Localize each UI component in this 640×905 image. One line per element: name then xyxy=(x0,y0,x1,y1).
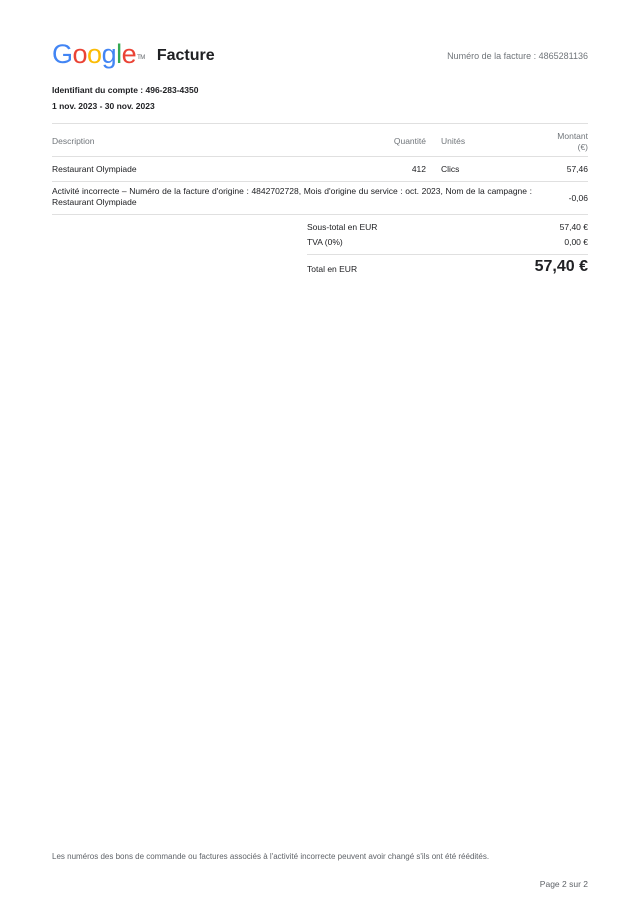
invoice-table xyxy=(52,123,588,215)
tax-value: 0,00 € xyxy=(564,237,588,247)
subtotal-line xyxy=(307,220,588,235)
logo-letter: o xyxy=(72,39,88,69)
tax-line xyxy=(307,235,588,250)
subtotal-value: 57,40 € xyxy=(559,222,588,232)
total-line xyxy=(307,254,588,283)
logo-letter: l xyxy=(116,39,122,69)
row-units: Clics xyxy=(441,164,460,174)
table-header xyxy=(52,123,588,157)
row-description: Activité incorrecte – Numéro de la facture d'origine : 4842702728, Mois d'origine du service : oct. 2023, Nom de la campagne : Restaurant Olympiade xyxy=(52,186,532,207)
total-label: Total en EUR xyxy=(307,264,358,274)
total-value: 57,40 € xyxy=(534,258,588,275)
subtotal-label: Sous-total en EUR xyxy=(307,222,378,232)
logo-letter: e xyxy=(121,39,137,69)
row-description: Restaurant Olympiade xyxy=(52,164,137,174)
totals-block xyxy=(307,220,588,283)
logo-letter: o xyxy=(87,39,102,69)
page-number: Page 2 sur 2 xyxy=(539,879,588,889)
account-id: Identifiant du compte : 496-283-4350 xyxy=(52,85,199,95)
header-quantity: Quantité xyxy=(393,136,426,146)
logo-letter: g xyxy=(101,39,117,69)
document-title: Facture xyxy=(156,47,215,64)
logo-letter: G xyxy=(52,39,73,69)
header-amount-line1: Montant xyxy=(557,131,588,141)
table-row xyxy=(52,157,588,182)
footnote: Les numéros des bons de commande ou factures associés à l'activité incorrecte peuvent avoir changé s'ils ont été réédités. xyxy=(52,852,490,861)
header-amount xyxy=(538,131,588,153)
invoice-number: Numéro de la facture : 4865281136 xyxy=(447,51,588,61)
tax-label: TVA (0%) xyxy=(307,237,343,247)
table-row xyxy=(52,182,588,215)
header-description: Description xyxy=(52,136,95,146)
billing-period: 1 nov. 2023 - 30 nov. 2023 xyxy=(52,101,155,111)
row-amount: -0,06 xyxy=(568,193,588,203)
row-amount: 57,46 xyxy=(566,164,588,174)
header-amount-line2: (€) xyxy=(577,142,588,152)
invoice-header xyxy=(52,40,215,68)
header-units: Unités xyxy=(441,136,466,146)
trademark-mark: TM xyxy=(137,55,145,61)
google-logo xyxy=(52,40,145,68)
row-quantity: 412 xyxy=(411,164,426,174)
